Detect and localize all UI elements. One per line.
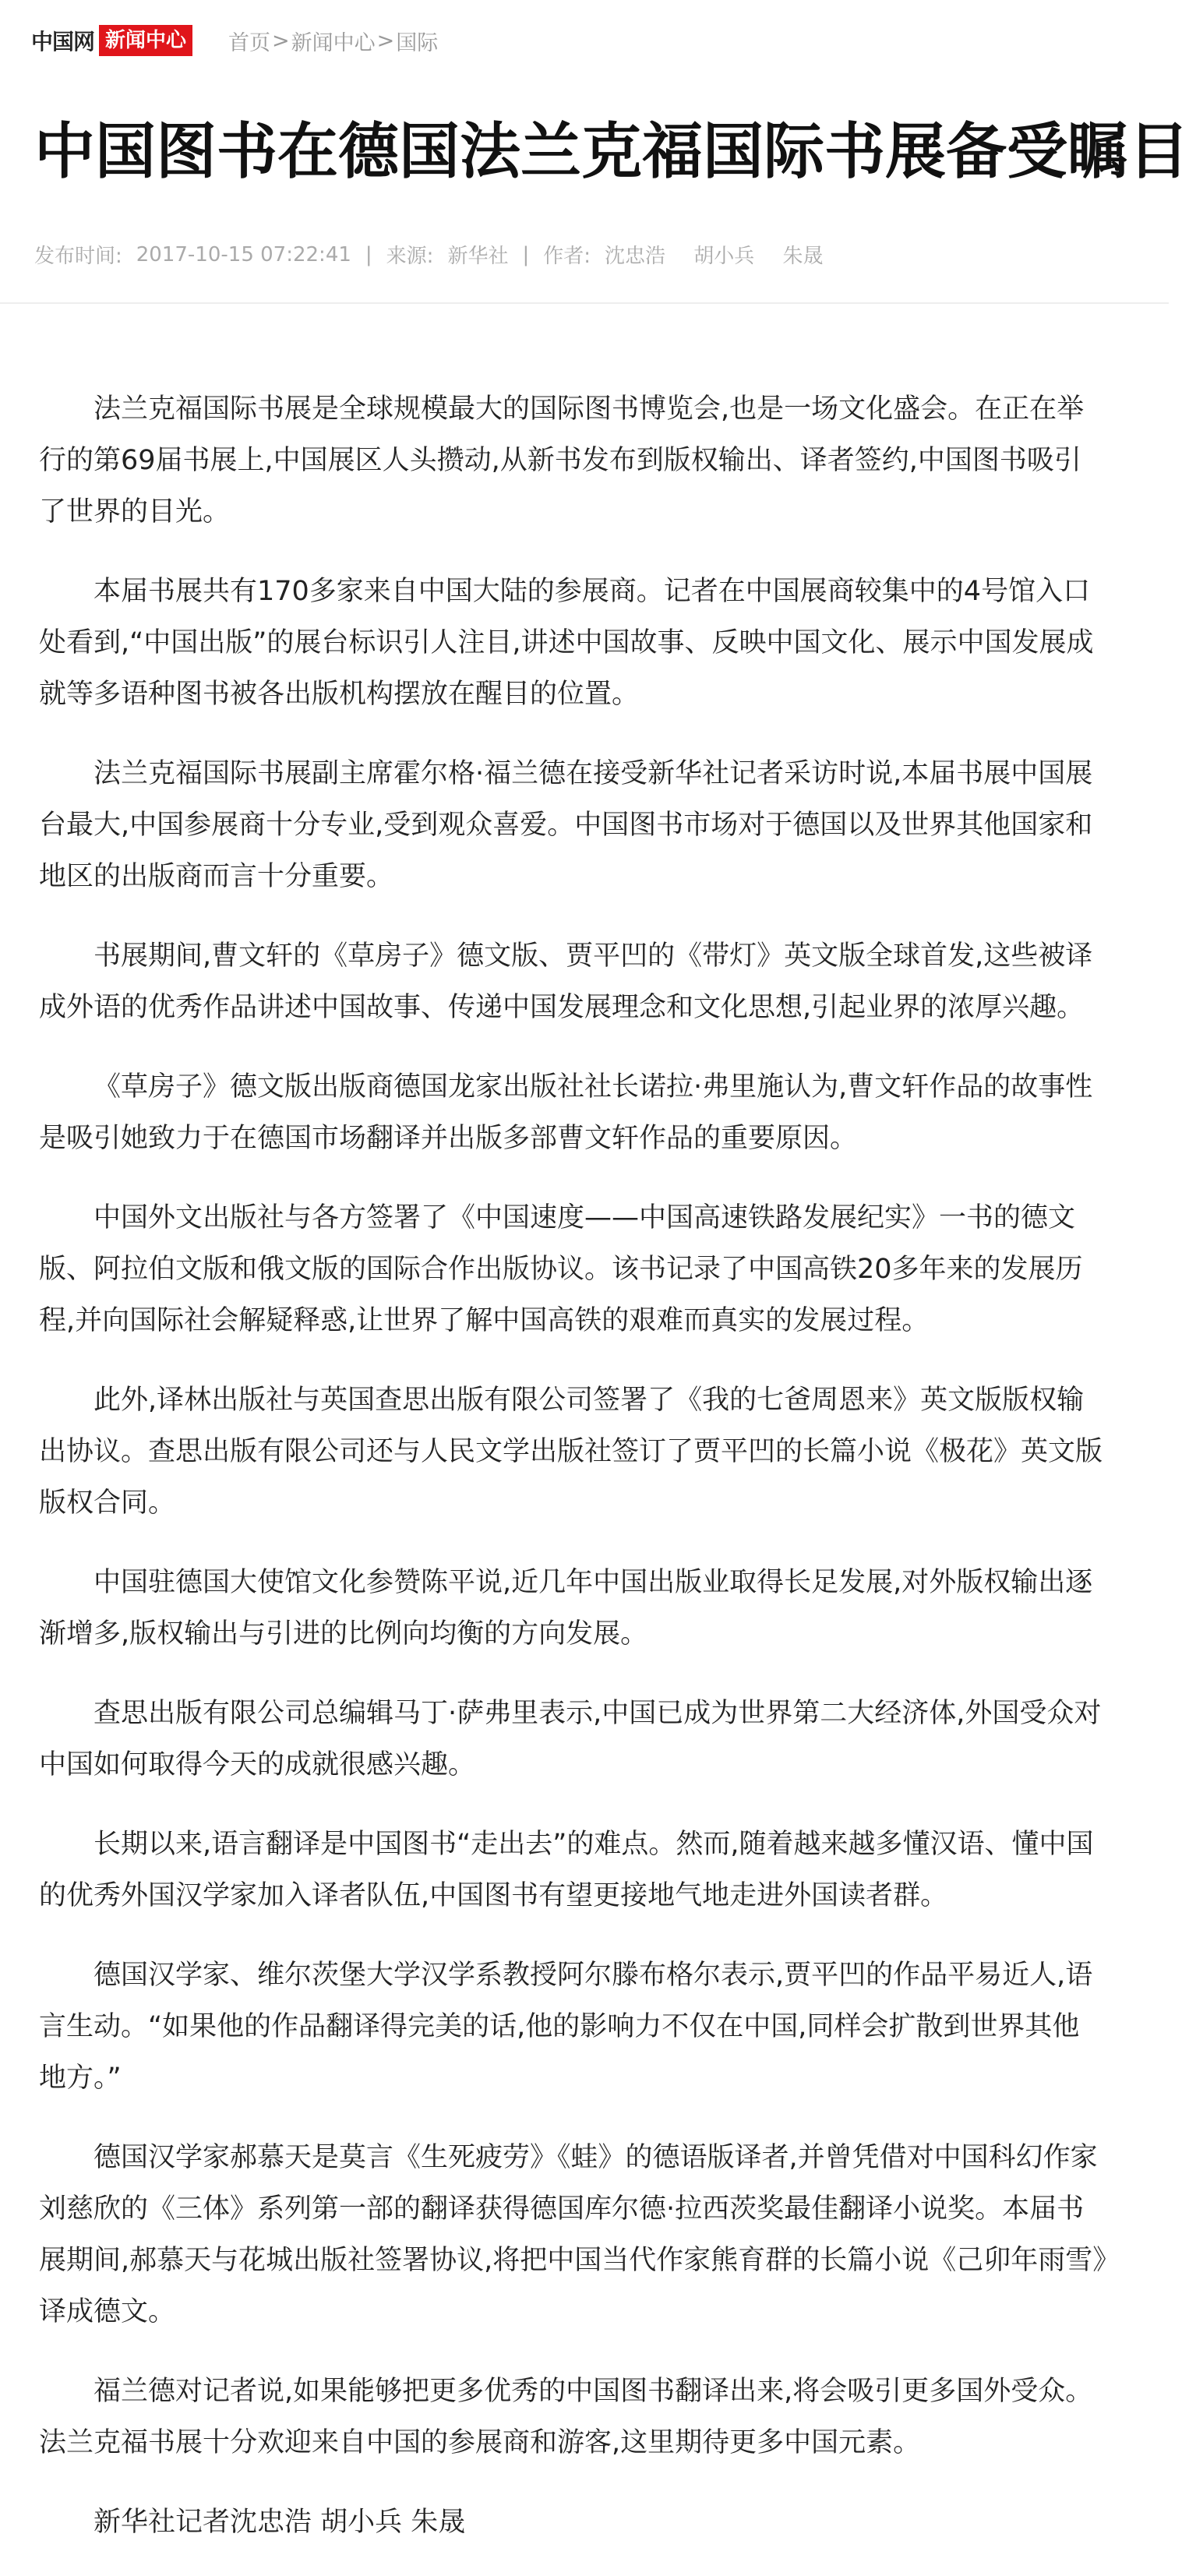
breadcrumb <box>228 26 438 56</box>
logo-section-badge: 新闻中心 <box>99 25 192 56</box>
article-paragraph: 本届书展共有170多家来自中国大陆的参展商。记者在中国展商较集中的4号馆入口处看到,“中国出版”的展台标识引人注目,讲述中国故事、反映中国文化、展示中国发展成就等多语种图书被各出版机构摆放在醒目的位置。 <box>39 576 1094 710</box>
author-list <box>605 240 845 269</box>
top-bar <box>31 23 438 58</box>
breadcrumb-separator: > <box>272 28 290 53</box>
article-paragraph: 福兰德对记者说,如果能够把更多优秀的中国图书翻译出来,将会吸引更多国外受众。法兰克福书展十分欢迎来自中国的参展商和游客,这里期待更多中国元素。 <box>39 2376 1093 2458</box>
article-paragraph: 书展期间,曹文轩的《草房子》德文版、贾平凹的《带灯》英文版全球首发,这些被译成外语的优秀作品讲述中国故事、传递中国发展理念和文化思想,引起业界的浓厚兴趣。 <box>39 940 1093 1023</box>
logo-main-text: 中国网 <box>31 29 95 55</box>
article-paragraph: 中国外文出版社与各方签署了《中国速度——中国高速铁路发展纪实》一书的德文版、阿拉伯文版和俄文版的国际合作出版协议。该书记录了中国高铁20多年来的发展历程,并向国际社会解疑释惑,让世界了解中国高铁的艰难而真实的发展过程。 <box>39 1202 1083 1336</box>
breadcrumb-home-link[interactable]: 首页 <box>228 30 271 55</box>
article-paragraph: 法兰克福国际书展是全球规模最大的国际图书博览会,也是一场文化盛会。在正在举行的第69届书展上,中国展区人头攒动,从新书发布到版权输出、译者签约,中国图书吸引了世界的目光。 <box>39 393 1085 528</box>
meta-separator: | <box>522 242 530 266</box>
meta-separator: | <box>365 242 372 266</box>
published-time: 2017-10-15 07:22:41 <box>136 242 351 266</box>
source-label: 来源: <box>386 245 434 268</box>
breadcrumb-international-link[interactable]: 国际 <box>396 30 439 55</box>
published-label: 发布时间: <box>34 245 122 268</box>
author-name: 胡小兵 <box>693 245 755 268</box>
header-divider <box>0 302 1169 304</box>
site-logo[interactable] <box>31 25 192 56</box>
source-name: 新华社 <box>447 245 509 268</box>
author-label: 作者: <box>543 245 591 268</box>
article-paragraph: 德国汉学家郝慕天是莫言《生死疲劳》《蛙》的德语版译者,并曾凭借对中国科幻作家刘慈欣的《三体》系列第一部的翻译获得德国库尔德·拉西茨奖最佳翻译小说奖。本届书展期间,郝慕天与花城出版社签署协议,将把中国当代作家熊育群的长篇小说《己卯年雨雪》译成德文。 <box>39 2142 1106 2327</box>
article-paragraph: 《草房子》德文版出版商德国龙家出版社社长诺拉·弗里施认为,曹文轩作品的故事性是吸引她致力于在德国市场翻译并出版多部曹文轩作品的重要原因。 <box>39 1071 1093 1154</box>
article-paragraph: 查思出版有限公司总编辑马丁·萨弗里表示,中国已成为世界第二大经济体,外国受众对中国如何取得今天的成就很感兴趣。 <box>39 1698 1102 1780</box>
article-paragraph: 中国驻德国大使馆文化参赞陈平说,近几年中国出版业取得长足发展,对外版权输出逐渐增多,版权输出与引进的比例向均衡的方向发展。 <box>39 1567 1093 1650</box>
article-paragraph: 法兰克福国际书展副主席霍尔格·福兰德在接受新华社记者采访时说,本届书展中国展台最大,中国参展商十分专业,受到观众喜爱。中国图书市场对于德国以及世界其他国家和地区的出版商而言十分重要。 <box>39 758 1093 892</box>
article-body <box>39 383 1106 2576</box>
article-paragraph: 此外,译林出版社与英国查思出版有限公司签署了《我的七爸周恩来》英文版版权输出协议。查思出版有限公司还与人民文学出版社签订了贾平凹的长篇小说《极花》英文版版权合同。 <box>39 1385 1103 1519</box>
breadcrumb-separator: > <box>376 28 395 53</box>
breadcrumb-news-center-link[interactable]: 新闻中心 <box>291 30 376 55</box>
article-meta <box>34 240 845 269</box>
author-name: 沈忠浩 <box>604 245 665 268</box>
article-byline: 新华社记者沈忠浩 胡小兵 朱晟 <box>93 2507 466 2538</box>
article-paragraph: 德国汉学家、维尔茨堡大学汉学系教授阿尔滕布格尔表示,贾平凹的作品平易近人,语言生动。“如果他的作品翻译得完美的话,他的影响力不仅在中国,同样会扩散到世界其他地方。” <box>39 1960 1093 2094</box>
author-name: 朱晟 <box>782 245 824 268</box>
article-title: 中国图书在德国法兰克福国际书展备受瞩目 <box>34 117 1189 187</box>
article-paragraph: 长期以来,语言翻译是中国图书“走出去”的难点。然而,随着越来越多懂汉语、懂中国的优秀外国汉学家加入译者队伍,中国图书有望更接地气地走进外国读者群。 <box>39 1829 1094 1911</box>
